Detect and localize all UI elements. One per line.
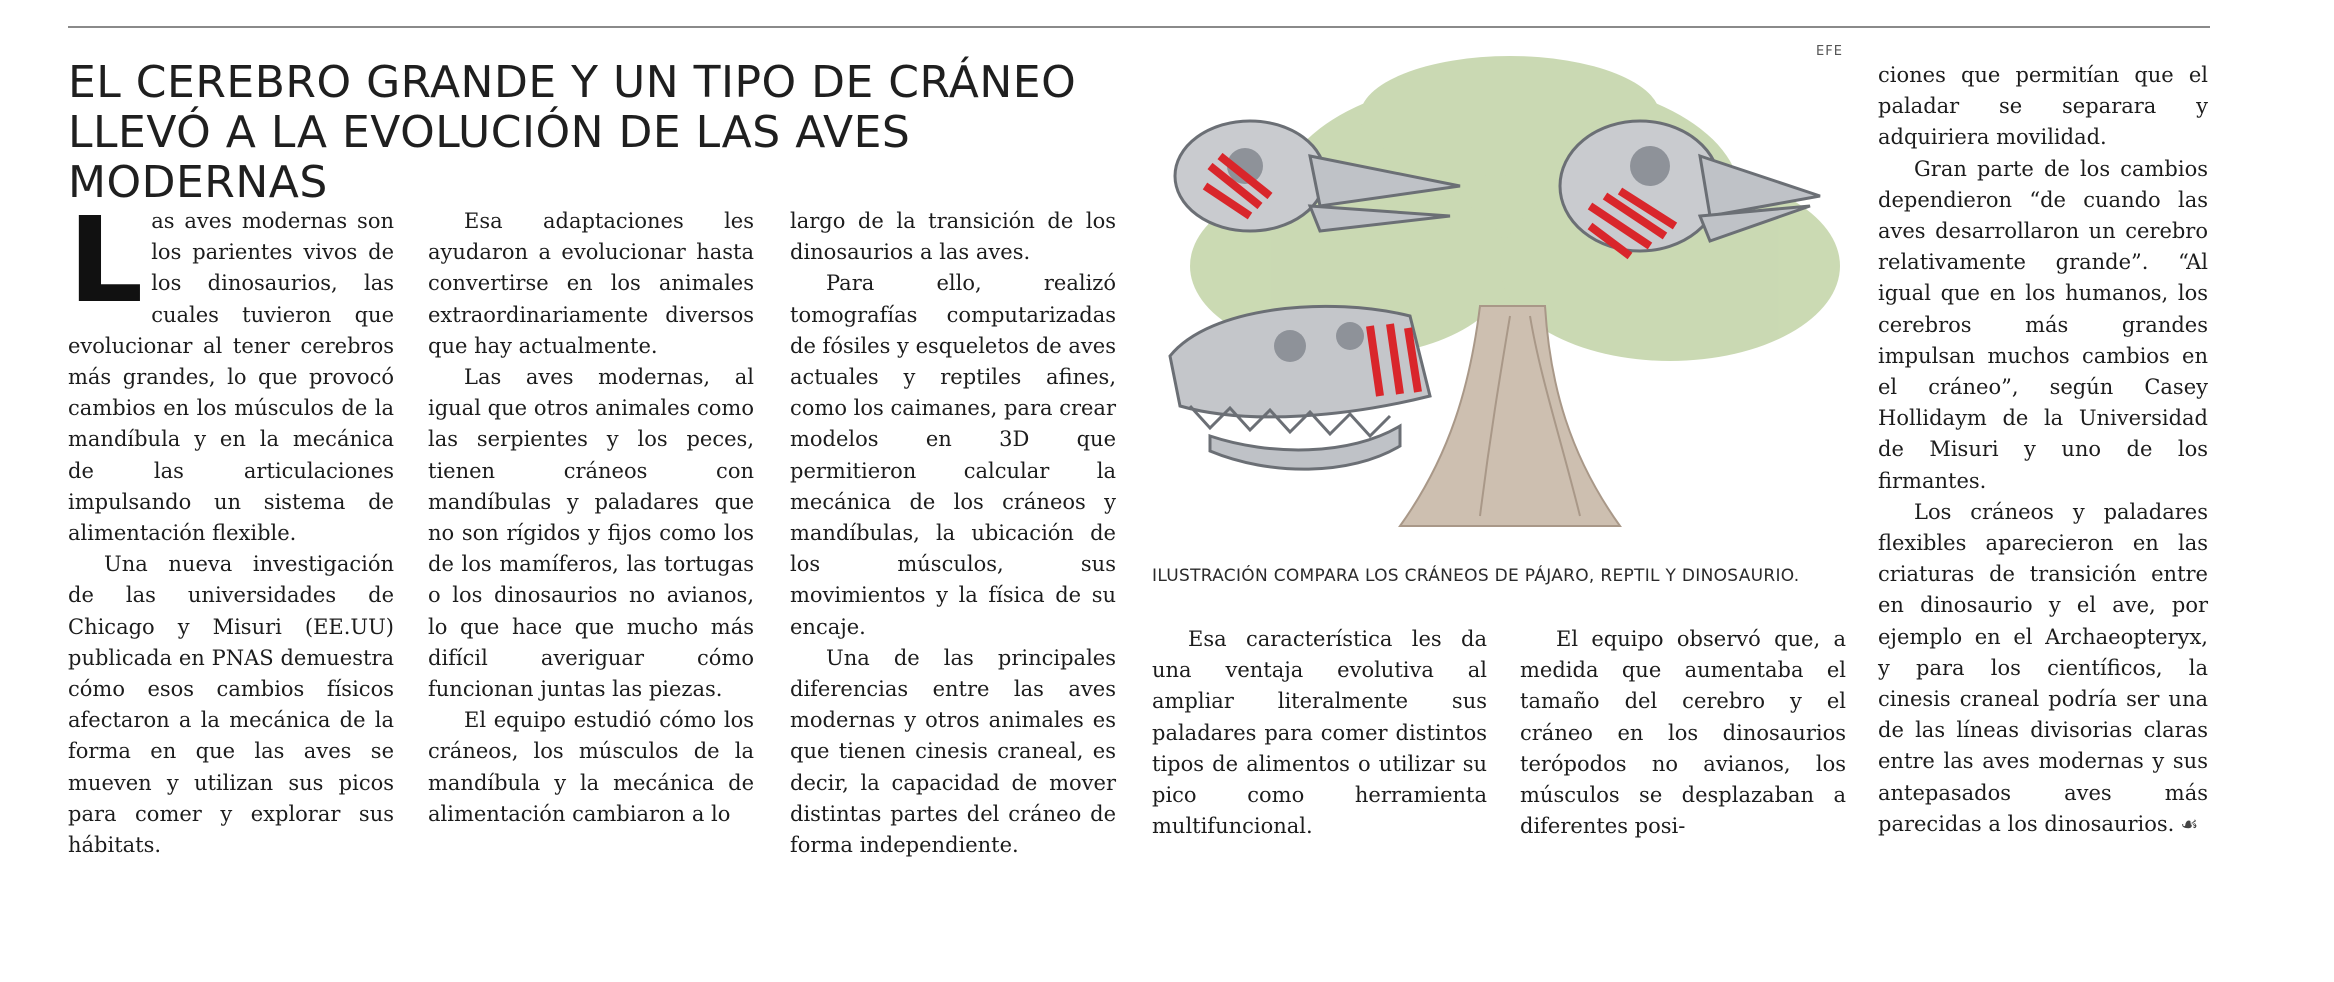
paragraph: El equipo observó que, a medida que aumentaba el tamaño del cerebro y el cráneo en los dinosaurios terópodos no avianos, los músculos se desplazaban a diferentes posi- <box>1520 627 1846 839</box>
paragraph: Para ello, realizó tomografías computarizadas de fósiles y esqueletos de aves actuales y reptiles afines, como los caimanes, para crear modelos en 3D que permitieron calcular la mecánica de los cráneos y mandíbulas, la ubicación de los músculos, sus movimientos y la física de su encaje. <box>790 271 1117 639</box>
paragraph-text: Los cráneos y paladares flexibles aparecieron en las criaturas de transición entre en dinosaurio y el ave, por ejemplo en el Archaeopteryx, y para los científicos, la cinesis craneal podría ser una de las líneas divisorias claras entre las aves modernas y sus antepasados aves más parecidas a los dinosaurios. <box>1878 499 2208 836</box>
paragraph: Una nueva investigación de las universidades de Chicago y Misuri (EE.UU) publicada en PNAS demuestra cómo esos cambios físicos afectaron a la mecánica de la forma en que las aves se mueven y utilizan sus picos para comer y explorar sus hábitats. <box>68 552 394 858</box>
column-3 <box>790 206 1116 861</box>
paragraph <box>68 191 394 549</box>
dinosaur-skull <box>1170 306 1430 469</box>
headline: EL CEREBRO GRANDE Y UN TIPO DE CRÁNEO LLEVÓ A LA EVOLUCIÓN DE LAS AVES MODERNAS <box>68 57 1077 208</box>
end-mark-icon: ☙ <box>2180 811 2199 836</box>
figure-caption: ILUSTRACIÓN COMPARA LOS CRÁNEOS DE PÁJARO, REPTIL Y DINOSAURIO. <box>1152 566 1800 586</box>
paragraph: Esa adaptaciones les ayudaron a evolucionar hasta convertirse en los animales extraordinariamente diversos que hay actualmente. <box>428 209 754 358</box>
paragraph <box>1878 497 2208 840</box>
column-5 <box>1520 624 1846 842</box>
paragraph: Las aves modernas, al igual que otros animales como las serpientes y los peces, tienen cráneos con mandíbulas y paladares que no son rígidos y fijos como los de los mamíferos, las tortugas o los dinosaurios no avianos, lo que hace que mucho más difícil averiguar cómo funcionan juntas las piezas. <box>428 365 754 702</box>
paragraph: Una de las principales diferencias entre las aves modernas y otros animales es que tienen cinesis craneal, es decir, la capacidad de mover distintas partes del cráneo de forma independiente. <box>790 645 1116 858</box>
paragraph: Esa característica les da una ventaja evolutiva al ampliar literalmente sus paladares para comer distintos tipos de alimentos o utilizar su pico como herramienta multifuncional. <box>1152 627 1487 839</box>
paragraph: largo de la transición de los dinosaurios a las aves. <box>790 209 1116 265</box>
column-1 <box>68 191 394 861</box>
paragraph-text: as aves modernas son los parientes vivos de los dinosaurios, las cuales tuvieron que evolucionar al tener cerebros más grandes, lo que provocó cambios en los músculos de la mandíbula y en la mecánica de las articulaciones impulsando un sistema de alimentación flexible. <box>68 209 394 546</box>
column-2 <box>428 206 754 830</box>
paragraph: Gran parte de los cambios dependieron “de cuando las aves desarrollaron un cerebro relativamente grande”. “Al igual que en los humanos, los cerebros más grandes impulsan muchos cambios en el cráneo”, según Casey Hollidaym de la Universidad de Misuri y uno de los firmantes. <box>1878 156 2208 493</box>
paragraph: ciones que permitían que el paladar se separara y adquiriera movilidad. <box>1878 63 2208 150</box>
photo-credit: EFE <box>1816 44 1843 59</box>
drop-cap: L <box>68 191 144 329</box>
paragraph: El equipo estudió cómo los cráneos, los músculos de la mandíbula y la mecánica de alimentación cambiaron a lo <box>428 708 754 826</box>
skulls-illustration <box>1150 56 1870 542</box>
column-6 <box>1878 60 2208 840</box>
top-rule <box>68 26 2210 28</box>
column-4 <box>1152 624 1487 842</box>
